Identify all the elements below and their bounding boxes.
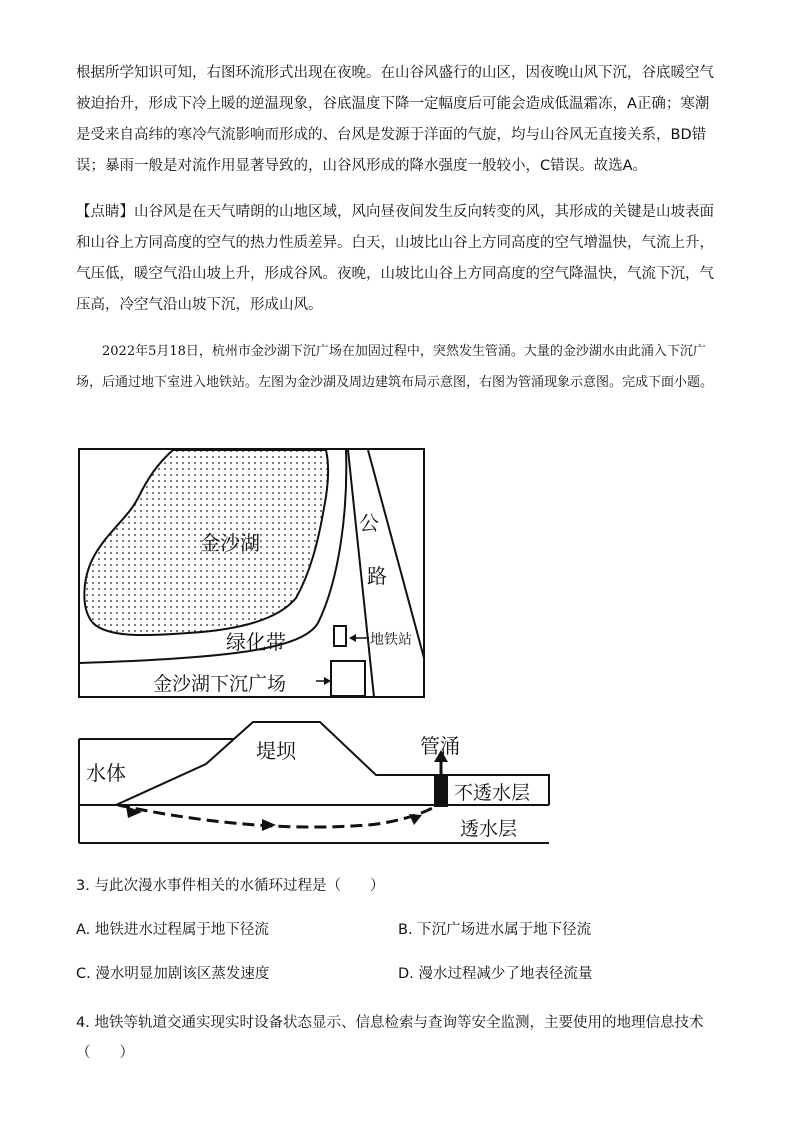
question-3-option-c[interactable]: C. 漫水明显加剧该区蒸发速度 xyxy=(76,966,270,982)
question-3-option-d[interactable]: D. 漫水过程减少了地表径流量 xyxy=(398,966,593,982)
metro-station-box xyxy=(334,626,346,646)
question-3-option-b[interactable]: B. 下沉广场进水属于地下径流 xyxy=(398,922,592,938)
road-label-1: 公 xyxy=(359,511,379,535)
lake-map-figure xyxy=(78,448,425,698)
piping-section-figure xyxy=(78,720,550,845)
material-paragraph: 2022年5月18日，杭州市金沙湖下沉广场在加固过程中，突然发生管涌。大量的金沙湖水由此涌入下沉广场，后通过地下室进入地铁站。左图为金沙湖及周边建筑布局示意图，右图为管涌现象示意图。完成下面小题。 xyxy=(76,344,714,390)
lake-label: 金沙湖 xyxy=(200,531,260,555)
plaza-box xyxy=(331,661,365,696)
piping-column xyxy=(434,775,448,807)
impermeable-label: 不透水层 xyxy=(454,782,531,804)
analysis-paragraph: 根据所学知识可知，右图环流形式出现在夜晚。在山谷风盛行的山区，因夜晚山风下沉，谷底暖空气被迫抬升，形成下冷上暖的逆温现象，谷底温度下降一定幅度后可能会造成低温霜冻，A正确；寒潮是受来自高纬的寒冷气流影响而形成的、台风是发源于洋面的气旋，均与山谷风无直接关系，BD错误；暴雨一般是对流作用显著导致的，山谷风形成的降水强度一般较小，C错误。故选A。 xyxy=(76,65,714,174)
question-3-option-a[interactable]: A. 地铁进水过程属于地下径流 xyxy=(76,922,269,938)
plaza-label: 金沙湖下沉广场 xyxy=(153,673,287,695)
metro-station-label: 地铁站 xyxy=(370,632,412,648)
road-label-2: 路 xyxy=(367,564,387,588)
pointer-text: 山谷风是在天气晴朗的山地区域，风向昼夜间发生反向转变的风，其形成的关键是山坡表面和山谷上方同高度的空气的热力性质差异。白天，山坡比山谷上方同高度的空气增温快，气流上升，气压低，暖空气沿山坡上升，形成谷风。夜晚，山坡比山谷上方同高度的空气降温快，气流下沉，气压高，冷空气沿山坡下沉，形成山风。 xyxy=(76,204,714,313)
question-4-stem: 4. 地铁等轨道交通实现实时设备状态显示、信息检索与查询等安全监测，主要使用的地理信息技术（ ） xyxy=(76,1015,704,1061)
question-3-stem: 3. 与此次漫水事件相关的水循环过程是（ ） xyxy=(76,878,385,894)
piping-label: 管涌 xyxy=(420,734,460,758)
pointer-tag: 【点睛】 xyxy=(76,204,134,220)
dam-label: 堤坝 xyxy=(256,739,296,763)
permeable-label: 透水层 xyxy=(460,818,518,840)
greenbelt-label: 绿化带 xyxy=(226,630,286,654)
water-label: 水体 xyxy=(86,761,126,785)
pointer-paragraph xyxy=(76,197,716,321)
